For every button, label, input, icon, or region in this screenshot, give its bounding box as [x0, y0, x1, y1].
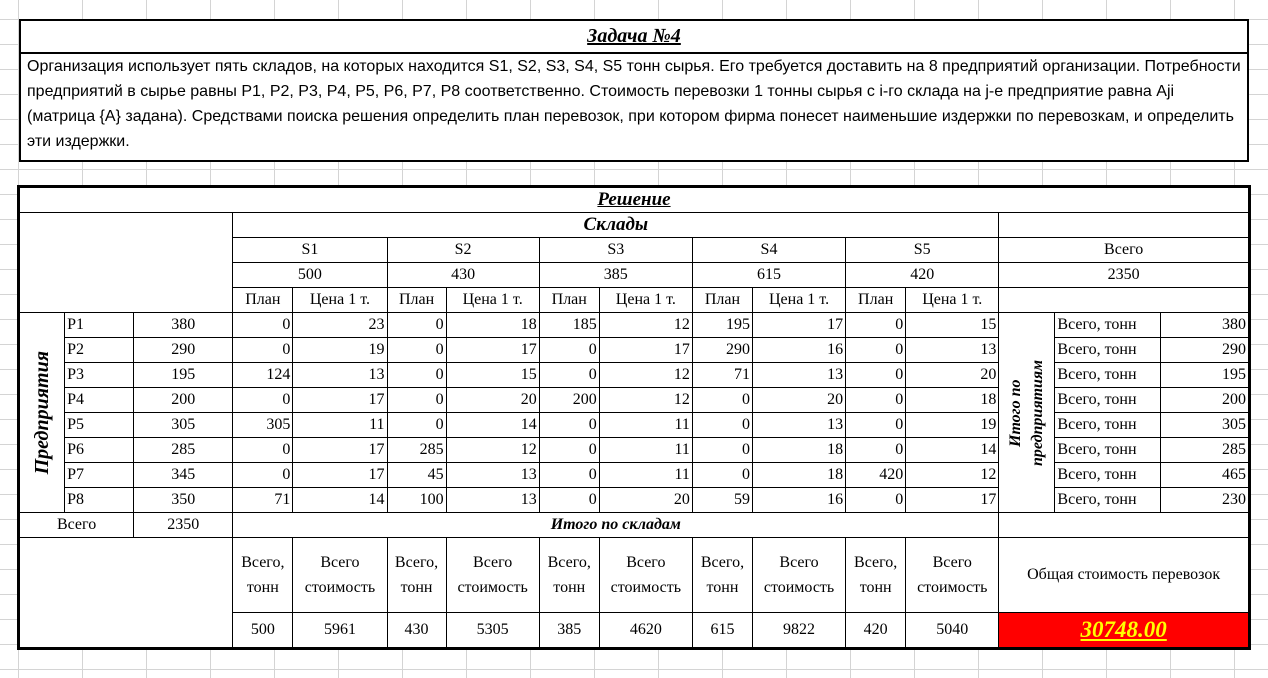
cost-label[interactable]: Всего стоимость [752, 538, 845, 613]
warehouse-cost-total[interactable]: 5961 [293, 613, 387, 648]
price-header[interactable]: Цена 1 т. [446, 288, 539, 313]
price-cell[interactable]: 17 [599, 338, 692, 363]
plan-cell[interactable]: 0 [233, 313, 293, 338]
enterprises-label[interactable] [20, 313, 65, 513]
price-cell[interactable]: 18 [906, 388, 999, 413]
tons-label[interactable]: Всего, тонн [692, 538, 752, 613]
row-total-label[interactable]: Всего, тонн [1055, 438, 1160, 463]
warehouse-name[interactable]: S3 [539, 238, 692, 263]
plan-cell[interactable]: 100 [387, 488, 446, 513]
enterprise-name[interactable]: P3 [65, 363, 134, 388]
plan-header[interactable]: План [233, 288, 293, 313]
price-cell[interactable]: 19 [906, 413, 999, 438]
warehouse-cost-total[interactable]: 4620 [599, 613, 692, 648]
plan-cell[interactable]: 0 [387, 338, 446, 363]
price-cell[interactable]: 11 [599, 463, 692, 488]
table-row [20, 488, 1249, 513]
plan-cell[interactable]: 0 [233, 438, 293, 463]
plan-cell[interactable]: 0 [846, 313, 906, 338]
warehouse-name[interactable]: S4 [692, 238, 845, 263]
warehouse-name[interactable]: S2 [387, 238, 539, 263]
plan-cell[interactable]: 0 [692, 438, 752, 463]
plan-header[interactable]: План [387, 288, 446, 313]
plan-cell[interactable]: 0 [692, 413, 752, 438]
plan-cell[interactable]: 0 [846, 438, 906, 463]
plan-cell[interactable]: 0 [233, 338, 293, 363]
task-description[interactable]: Организация использует пять складов, на которых находится S1, S2, S3, S4, S5 тонн сырья. Его требуется доставить на 8 предприятий организации. Потребности предприятий в сырье равны P1, P2, P3, P4, P5, P6, P7, P8 соответственно. Стоимость перевозки 1 тонны сырья с i-го склада на j-е предприятие равна Aji (матрица {A} задана). Средствами поиска решения определить план перевозок, при котором фирма понесет наименьшие издержки по перевозкам, и определить эти издержки. [20, 53, 1248, 161]
plan-cell[interactable]: 0 [539, 438, 599, 463]
total-stock[interactable]: 2350 [999, 263, 1249, 288]
price-cell[interactable]: 12 [906, 463, 999, 488]
task-title[interactable]: Задача №4 [20, 20, 1248, 53]
tons-label[interactable]: Всего, тонн [387, 538, 446, 613]
enterprise-need[interactable]: 285 [134, 438, 233, 463]
by-warehouse-label[interactable]: Итого по складам [233, 513, 999, 538]
price-cell[interactable]: 18 [752, 463, 845, 488]
plan-cell[interactable]: 0 [539, 363, 599, 388]
table-row [20, 463, 1249, 488]
price-cell[interactable]: 12 [599, 363, 692, 388]
corner-cell[interactable] [20, 213, 233, 313]
plan-cell[interactable]: 0 [387, 388, 446, 413]
cost-label[interactable]: Всего стоимость [446, 538, 539, 613]
plan-cell[interactable]: 0 [846, 488, 906, 513]
warehouse-tons-total[interactable]: 615 [692, 613, 752, 648]
warehouse-stock[interactable]: 615 [692, 263, 845, 288]
enterprise-need[interactable]: 195 [134, 363, 233, 388]
price-cell[interactable]: 20 [599, 488, 692, 513]
price-header[interactable]: Цена 1 т. [293, 288, 387, 313]
price-cell[interactable]: 12 [599, 388, 692, 413]
tons-label[interactable]: Всего, тонн [846, 538, 906, 613]
enterprise-name[interactable]: P6 [65, 438, 134, 463]
plan-cell[interactable]: 59 [692, 488, 752, 513]
sum-value[interactable]: 2350 [134, 513, 233, 538]
plan-cell[interactable]: 0 [846, 338, 906, 363]
table-row [20, 438, 1249, 463]
row-total-label[interactable]: Всего, тонн [1055, 413, 1160, 438]
table-row [20, 388, 1249, 413]
row-total-label[interactable]: Всего, тонн [1055, 488, 1160, 513]
enterprise-need[interactable]: 290 [134, 338, 233, 363]
warehouse-cost-total[interactable]: 5040 [906, 613, 999, 648]
plan-rows [20, 313, 1249, 513]
solution-header [20, 188, 1249, 313]
empty-footer-cell[interactable] [999, 513, 1249, 538]
table-row [20, 338, 1249, 363]
enterprise-name[interactable]: P5 [65, 413, 134, 438]
row-total-value[interactable]: 305 [1160, 413, 1248, 438]
grand-total-value: 30748.00 [1080, 617, 1167, 642]
row-total-value[interactable]: 380 [1160, 313, 1248, 338]
price-cell[interactable]: 20 [752, 388, 845, 413]
plan-cell[interactable]: 290 [692, 338, 752, 363]
row-total-value[interactable]: 285 [1160, 438, 1248, 463]
plan-cell[interactable]: 0 [846, 413, 906, 438]
plan-cell[interactable]: 0 [846, 363, 906, 388]
enterprise-need[interactable]: 305 [134, 413, 233, 438]
warehouse-tons-total[interactable]: 420 [846, 613, 906, 648]
plan-cell[interactable]: 0 [233, 463, 293, 488]
table-row [20, 413, 1249, 438]
empty-header-cell[interactable] [999, 213, 1249, 238]
grand-total-label[interactable]: Общая стоимость перевозок [999, 538, 1249, 613]
row-total-label[interactable]: Всего, тонн [1055, 463, 1160, 488]
solution-title[interactable]: Решение [20, 188, 1249, 213]
plan-cell[interactable]: 0 [387, 413, 446, 438]
empty-footer-corner[interactable] [20, 538, 233, 648]
price-cell[interactable]: 17 [293, 388, 387, 413]
warehouse-cost-total[interactable]: 5305 [446, 613, 539, 648]
enterprise-need[interactable]: 200 [134, 388, 233, 413]
sum-label[interactable]: Всего [20, 513, 134, 538]
enterprises-label-text: Предприятия [30, 350, 53, 475]
plan-cell[interactable]: 0 [387, 313, 446, 338]
price-cell[interactable]: 13 [446, 488, 539, 513]
plan-cell[interactable]: 185 [539, 313, 599, 338]
warehouse-stock[interactable]: 430 [387, 263, 539, 288]
price-cell[interactable]: 15 [906, 313, 999, 338]
row-total-label[interactable]: Всего, тонн [1055, 363, 1160, 388]
total-label[interactable]: Всего [999, 238, 1249, 263]
enterprise-name[interactable]: P2 [65, 338, 134, 363]
plan-cell[interactable]: 420 [846, 463, 906, 488]
enterprise-name[interactable]: P1 [65, 313, 134, 338]
empty-header-cell[interactable] [999, 288, 1249, 313]
row-total-value[interactable]: 230 [1160, 488, 1248, 513]
cost-label[interactable]: Всего стоимость [906, 538, 999, 613]
price-cell[interactable]: 11 [599, 438, 692, 463]
plan-cell[interactable]: 0 [539, 488, 599, 513]
plan-header[interactable]: План [846, 288, 906, 313]
plan-cell[interactable]: 45 [387, 463, 446, 488]
price-cell[interactable]: 20 [446, 388, 539, 413]
price-header[interactable]: Цена 1 т. [752, 288, 845, 313]
price-cell[interactable]: 14 [446, 413, 539, 438]
price-cell[interactable]: 11 [599, 413, 692, 438]
plan-cell[interactable]: 71 [692, 363, 752, 388]
row-total-value[interactable]: 195 [1160, 363, 1248, 388]
warehouse-name[interactable]: S1 [233, 238, 387, 263]
price-cell[interactable]: 11 [293, 413, 387, 438]
price-header[interactable]: Цена 1 т. [599, 288, 692, 313]
plan-cell[interactable]: 0 [846, 388, 906, 413]
grand-total-cell[interactable] [999, 613, 1249, 648]
warehouse-tons-total[interactable]: 500 [233, 613, 293, 648]
plan-cell[interactable]: 0 [539, 413, 599, 438]
plan-cell[interactable]: 195 [692, 313, 752, 338]
price-cell[interactable]: 17 [906, 488, 999, 513]
plan-cell[interactable]: 0 [692, 463, 752, 488]
price-cell[interactable]: 13 [752, 363, 845, 388]
price-cell[interactable]: 13 [752, 413, 845, 438]
tons-label[interactable]: Всего, тонн [539, 538, 599, 613]
row-total-label[interactable]: Всего, тонн [1055, 338, 1160, 363]
enterprise-name[interactable]: P8 [65, 488, 134, 513]
plan-cell[interactable]: 0 [539, 338, 599, 363]
cost-label[interactable]: Всего стоимость [599, 538, 692, 613]
plan-cell[interactable]: 200 [539, 388, 599, 413]
row-total-value[interactable]: 290 [1160, 338, 1248, 363]
tons-label[interactable]: Всего, тонн [233, 538, 293, 613]
enterprise-name[interactable]: P4 [65, 388, 134, 413]
row-total-label[interactable]: Всего, тонн [1055, 388, 1160, 413]
warehouse-name[interactable]: S5 [846, 238, 999, 263]
table-row [20, 313, 1249, 338]
plan-cell[interactable]: 71 [233, 488, 293, 513]
by-enterprise-label[interactable] [999, 313, 1055, 513]
warehouses-title[interactable]: Склады [233, 213, 999, 238]
plan-cell[interactable]: 0 [692, 388, 752, 413]
price-cell[interactable]: 16 [752, 338, 845, 363]
plan-cell[interactable]: 0 [539, 463, 599, 488]
price-cell[interactable]: 15 [446, 363, 539, 388]
warehouse-stock[interactable]: 385 [539, 263, 692, 288]
enterprise-need[interactable]: 380 [134, 313, 233, 338]
warehouse-tons-total[interactable]: 430 [387, 613, 446, 648]
row-total-value[interactable]: 200 [1160, 388, 1248, 413]
warehouse-stock[interactable]: 420 [846, 263, 999, 288]
price-cell[interactable]: 19 [293, 338, 387, 363]
price-cell[interactable]: 13 [293, 363, 387, 388]
plan-header[interactable]: План [692, 288, 752, 313]
plan-cell[interactable]: 124 [233, 363, 293, 388]
plan-cell[interactable]: 0 [387, 363, 446, 388]
price-cell[interactable]: 20 [906, 363, 999, 388]
price-cell[interactable]: 13 [446, 463, 539, 488]
solution-table [19, 187, 1249, 648]
task-table [19, 19, 1249, 162]
price-cell[interactable]: 17 [293, 438, 387, 463]
enterprise-name[interactable]: P7 [65, 463, 134, 488]
price-header[interactable]: Цена 1 т. [906, 288, 999, 313]
plan-cell[interactable]: 0 [233, 388, 293, 413]
solution-footer [20, 513, 1249, 648]
price-cell[interactable]: 14 [906, 438, 999, 463]
price-cell[interactable]: 18 [446, 313, 539, 338]
enterprise-need[interactable]: 345 [134, 463, 233, 488]
cost-label[interactable]: Всего стоимость [293, 538, 387, 613]
plan-cell[interactable]: 305 [233, 413, 293, 438]
price-cell[interactable]: 23 [293, 313, 387, 338]
row-total-value[interactable]: 465 [1160, 463, 1248, 488]
price-cell[interactable]: 17 [446, 338, 539, 363]
price-cell[interactable]: 16 [752, 488, 845, 513]
price-cell[interactable]: 14 [293, 488, 387, 513]
plan-cell[interactable]: 285 [387, 438, 446, 463]
table-row [20, 363, 1249, 388]
warehouse-stock[interactable]: 500 [233, 263, 387, 288]
price-cell[interactable]: 17 [752, 313, 845, 338]
row-total-label[interactable]: Всего, тонн [1055, 313, 1160, 338]
by-enterprise-label-text: Итого по предприятиям [1006, 359, 1046, 466]
price-cell[interactable]: 13 [906, 338, 999, 363]
price-cell[interactable]: 17 [293, 463, 387, 488]
plan-header[interactable]: План [539, 288, 599, 313]
enterprise-need[interactable]: 350 [134, 488, 233, 513]
warehouse-cost-total[interactable]: 9822 [752, 613, 845, 648]
price-cell[interactable]: 12 [599, 313, 692, 338]
warehouse-tons-total[interactable]: 385 [539, 613, 599, 648]
price-cell[interactable]: 12 [446, 438, 539, 463]
price-cell[interactable]: 18 [752, 438, 845, 463]
